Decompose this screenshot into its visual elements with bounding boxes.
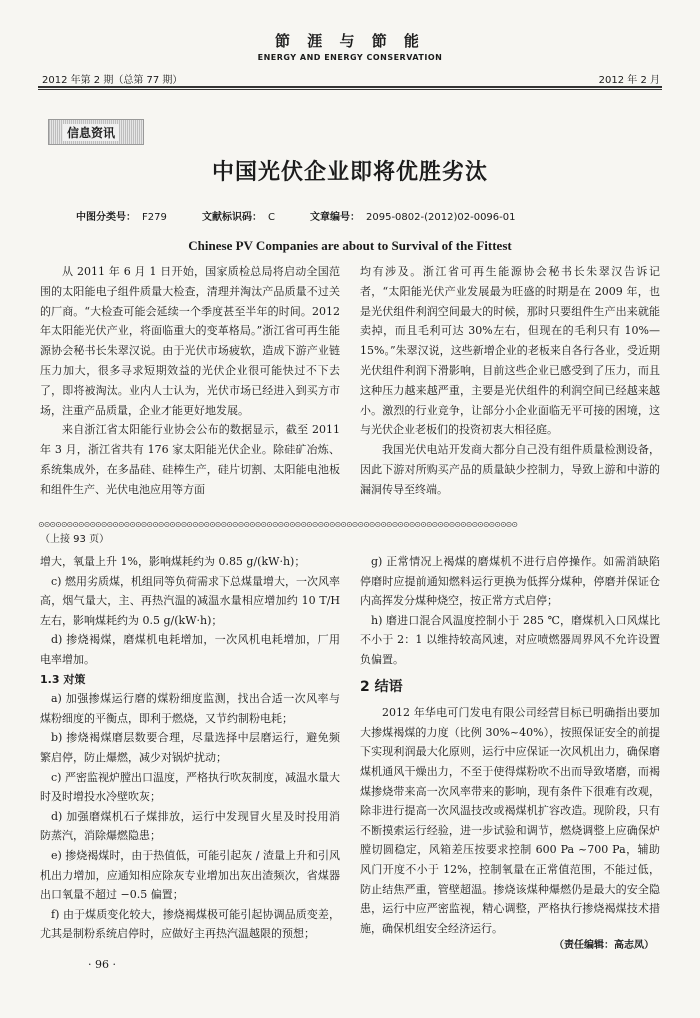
continued-from-label: （上接 93 页） [40, 534, 110, 545]
list-item: g) 正常情况上褐煤的磨煤机不进行启停操作。如需消缺陷停磨时应提前通知燃料运行更换为低挥分煤种，停磨并保证仓内高挥发分煤种烧空，按正常方式启停； [360, 555, 660, 608]
body-line: 增大，氧量上升 1%，影响煤耗约为 0.85 g/(kW·h)； [40, 555, 306, 568]
header-rule-thin [38, 89, 662, 90]
section-heading: 2 结语 [360, 678, 403, 695]
doc-label: 文献标识码： [202, 212, 262, 223]
conclusion-paragraph: 2012 年华电可门发电有限公司经营目标已明确指出要加大掺煤褐煤的力度（比例 30%~40%），按照保证安全的前提下实现利润最大化原则，运行中应保证一次风机出力，确保磨煤机通风干燥出力，不至于使得煤粉吹不出而导致堵磨，而褐煤掺烧带来高一次风率带来的影响，现有条件下很难有改观，除非进行提高一次风温技改或褐煤机扩容改造。现阶段，只有不断摸索运行经验，进一步试验和调节，燃烧调整上应确保炉膛切圆稳定，风箱差压按要求控制 600 Pa ~700 Pa，辅助风门开度不小于 12%，控制氧量在正常值范围，不能过低，防止结焦严重，管壁超温。掺烧该煤种爆燃仍是最大的安全隐患，运行中应严密监视，精心调整，严格执行掺烧褐煤技术措施，确保机组安全经济运行。 [360, 706, 660, 935]
article-paragraph: 从 2011 年 6 月 1 日开始，国家质检总局将启动全国范围的太阳能电子组件质量大检查，清理并淘汰产品质量不过关的厂商。“大检查可能会延续一个季度甚至半年的时间。2012 年太阳能光伏产业，将面临重大的变革格局。”浙江省可再生能源协会秘书长朱翠汉说。由于光伏市场疲软，造成下游产业链压力加大，很多寻求短期效益的光伏企业很可能快过不下去了，即将被淘汰。业内人士认为，光伏市场已经进入到买方市场，注重产品质量，企业才能更好地发展。 [40, 265, 340, 417]
list-item: c) 燃用劣质煤，机组同等负荷需求下总煤量增大，一次风率高，烟气量大，主、再热汽温的减温水量相应增加约 10 T/H 左右，影响煤耗约为 0.5 g/(kW·h)； [40, 574, 340, 627]
list-item: f) 由于煤质变化较大，掺烧褐煤极可能引起协调品质变差，尤其是制粉系统启停时，应做好主再热汽温越限的预想； [40, 907, 340, 941]
article-paragraph: 均有涉及。浙江省可再生能源协会秘书长朱翠汉告诉记者，“太阳能光伏产业发展最为旺盛的时期是在 2009 年，也是光伏组件利润空间最大的时候，那时只要组件生产出来就能卖掉，而且毛利可达 30%左右，但现在的毛利只有 10%—15%。”朱翠汉说，这些新增企业的老板来自各行各业，受近期光伏组件利润下滑影响，目前这些企业已感受到了压力，而且这种压力越来越严重，主要是光伏组件的利润空间已经越来越小。激烈的行业竞争，让部分小企业面临无平可接的困境，这与光伏企业老板们的投资初衷大相径庭。 [360, 265, 660, 437]
journal-masthead [0, 30, 700, 62]
journal-title-cn: 節 涯 与 節 能 [275, 32, 425, 50]
article-paragraph: 我国光伏电站开发商大都分自己没有组件质量检测设备，因此下游对所购买产品的质量缺少控制力，导致上游和中游的漏洞传导至终端。 [360, 443, 660, 496]
clc-value: F279 [142, 212, 167, 223]
article-column-left [40, 262, 340, 500]
journal-title-en: ENERGY AND ENERGY CONSERVATION [257, 53, 443, 62]
list-item: a) 加强掺煤运行磨的煤粉细度监测，找出合适一次风率与煤粉细度的平衡点，即利于燃烧，又节约制粉电耗； [40, 692, 340, 725]
list-item: e) 掺烧褐煤时，由于热值低，可能引起灰 / 渣量上升和引风机出力增加，应通知相应除灰专业增加出灰出渣频次，省煤器出口氧量不超过 −0.5 偏置； [40, 848, 340, 902]
article-paragraph: 来自浙江省太阳能行业协会公布的数据显示，截至 2011 年 3 月，浙江省共有 176 家太阳能光伏企业。除硅矿冶炼、系统集成外，在多晶硅、硅棒生产，硅片切割、太阳能电池板和组件生产、光伏电池应用等方面 [40, 423, 340, 496]
lower-column-left [40, 552, 340, 944]
doc-meta [202, 208, 275, 223]
section-tag [48, 119, 144, 145]
responsible-editor: （责任编辑：高志凤） [554, 940, 654, 951]
header-rule [38, 86, 662, 88]
section-tag-label: 信息资讯 [63, 124, 119, 141]
list-item: h) 磨进口混合风温度控制小于 285 ℃，磨煤机入口风煤比不小于 2：1 以维持较高风速，对应喷燃器周界风不允许设置负偏置。 [360, 613, 660, 666]
page-number: · 96 · [88, 958, 116, 971]
section-heading: 1.3 对策 [40, 672, 86, 686]
doc-value: C [268, 212, 275, 223]
lower-column-right [360, 552, 660, 938]
issue-date: 2012 年 2 月 [598, 75, 660, 86]
clc-meta [76, 208, 167, 223]
issue-label: 2012 年第 2 期（总第 77 期） [42, 75, 183, 86]
section-separator: ⊙⊙⊙⊙⊙⊙⊙⊙⊙⊙⊙⊙⊙⊙⊙⊙⊙⊙⊙⊙⊙⊙⊙⊙⊙⊙⊙⊙⊙⊙⊙⊙⊙⊙⊙⊙⊙⊙⊙⊙⊙⊙⊙⊙⊙⊙⊙⊙⊙⊙⊙⊙⊙⊙⊙⊙⊙⊙⊙⊙⊙⊙⊙⊙⊙⊙⊙⊙⊙⊙⊙⊙⊙⊙⊙⊙⊙⊙⊙⊙⊙⊙⊙⊙ [38, 521, 518, 529]
list-item: c) 严密监视炉膛出口温度，严格执行吹灰制度，减温水量大时及时增投水冷壁吹灰； [40, 770, 340, 804]
article-value: 2095-0802-(2012)02-0096-01 [366, 212, 516, 223]
english-title: Chinese PV Companies are about to Survival of the Fittest [188, 238, 512, 253]
article-title: 中国光伏企业即将优胜劣汰 [211, 160, 488, 185]
article-meta [310, 208, 515, 223]
list-item: b) 掺烧褐煤磨层数要合理，尽量选择中层磨运行，避免频繁启停，防止爆燃，减少对锅炉扰动； [40, 731, 340, 764]
clc-label: 中图分类号： [76, 212, 136, 223]
article-label: 文章编号： [310, 212, 360, 223]
article-column-right [360, 262, 660, 500]
list-item: d) 掺烧褐煤，磨煤机电耗增加，一次风机电耗增加，厂用电率增加。 [40, 633, 340, 666]
list-item: d) 加强磨煤机石子煤排放，运行中发现冒火星及时投用消防蒸汽，消除爆燃隐患； [40, 809, 340, 843]
